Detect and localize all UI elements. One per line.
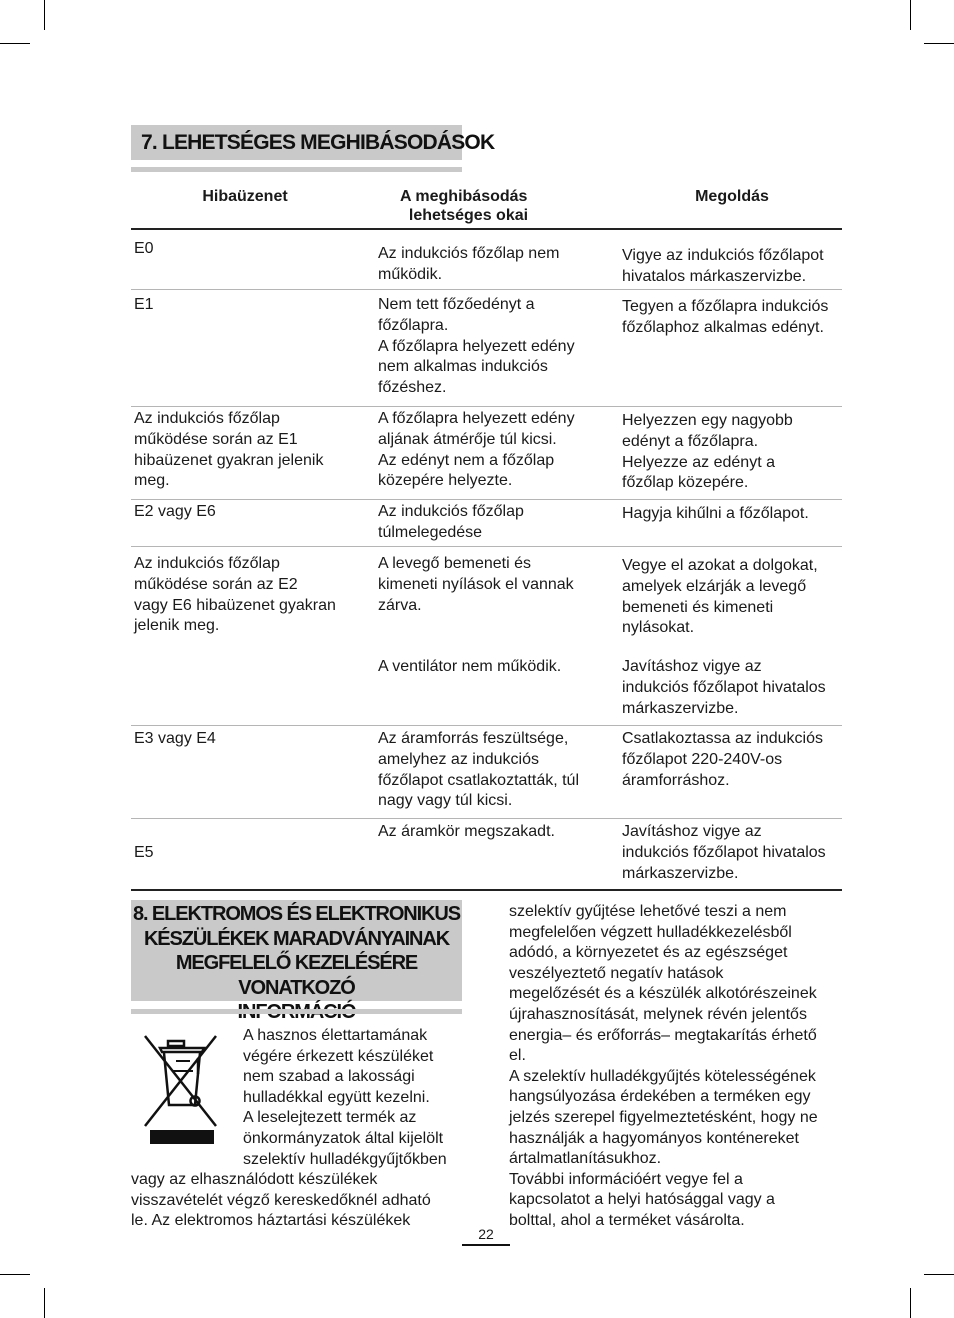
table-bottom-rule xyxy=(131,889,842,891)
row-e3-e4-code: E3 vagy E4 xyxy=(134,730,216,747)
crop-mark xyxy=(910,0,911,30)
row-e1-code: E1 xyxy=(134,296,154,313)
weee-text-full-width: vagy az elhasználódott készülékek visszavételét végző kereskedőknél adható le. Az elektromos háztartási készülékek xyxy=(131,1171,431,1230)
row-e2-e6-frequent-solution: Vegye el azokat a dolgokat, amelyek elzárják a levegő bemeneti és kimeneti nylásokat. xyxy=(622,557,818,637)
row-e3-e4-solution: Csatlakoztassa az indukciós főzőlapot 220-240V-os áramforráshoz. xyxy=(622,730,823,789)
page-number-rule xyxy=(462,1244,510,1246)
crop-mark xyxy=(44,0,45,30)
row-e1-solution: Tegyen a főzőlapra indukciós főzőlaphoz alkalmas edényt. xyxy=(622,298,829,336)
section-8-title-rule xyxy=(131,1009,462,1014)
row-divider xyxy=(131,406,842,407)
section-7-title: 7. LEHETSÉGES MEGHIBÁSODÁSOK xyxy=(131,125,462,160)
row-e1-cause: Nem tett főzőedényt a főzőlapra. A főzőlapra helyezett edény nem alkalmas indukciós főzéshez. xyxy=(378,296,575,397)
header-error-code: Hibaüzenet xyxy=(202,188,288,205)
row-e2-e6-frequent-code: Az indukciós főzőlap működése során az E2 vagy E6 hibaüzenet gyakran jelenik meg. xyxy=(134,555,336,635)
header-solution: Megoldás xyxy=(695,188,769,205)
row-e2-e6-frequent-solution-2: Javításhoz vigye az indukciós főzőlapot hivatalos márkaszervizbe. xyxy=(622,658,826,717)
row-e1-frequent-code: Az indukciós főzőlap működése során az E1 hibaüzenet gyakran jelenik meg. xyxy=(134,410,324,490)
crop-mark xyxy=(924,43,954,44)
row-divider xyxy=(131,289,842,290)
row-e2-e6-frequent-cause-2: A ventilátor nem működik. xyxy=(378,658,562,675)
row-e5-solution: Javításhoz vigye az indukciós főzőlapot hivatalos márkaszervizbe. xyxy=(622,823,826,882)
row-e5-code: E5 xyxy=(134,844,154,861)
row-e2-e6-cause: Az indukciós főzőlap túlmelegedése xyxy=(378,503,524,541)
weee-text-beside-icon: A hasznos élettartamának végére érkezett készüléket nem szabad a lakossági hulladékkal együtt kezelni. A leselejtezett termék az önkormányzatok által kijelölt szelektív hulladékgyűjtőkben xyxy=(243,1027,447,1168)
row-e5-cause: Az áramkör megszakadt. xyxy=(378,823,555,840)
row-e0-code: E0 xyxy=(134,240,154,257)
table-header-rule xyxy=(131,228,842,230)
weee-text-right-column: szelektív gyűjtése lehetővé teszi a nem megfelelően végzett hulladékkezelésből adódó, a környezetet és az egészséget veszélyeztető negatív hatások megelőzését és a készülék alkotórészeinek újrahasznosítását, melynek révén jelentős energia– és erőforrás– megtakarítás érhető el. A szelektív hulladékgyűjtés kötelességének hangsúlyozása érdekében a terméken egy jelzés szerepel figyelmeztetésként, hogy ne használják a hagyományos konténereket ártalmatlanításukhoz. További információért vegye fel a kapcsolatot a helyi hatósággal vagy a bolttal, ahol a terméket vásárolta. xyxy=(509,903,818,1229)
row-e1-frequent-cause: A főzőlapra helyezett edény aljának átmérője túl kicsi. Az edényt nem a főzőlap közepére helyezte. xyxy=(378,410,575,490)
row-divider xyxy=(131,546,842,547)
row-divider xyxy=(131,725,842,726)
row-e0-cause: Az indukciós főzőlap nem működik. xyxy=(378,245,560,283)
section-7-title-rule xyxy=(131,167,462,172)
row-e2-e6-frequent-cause: A levegő bemeneti és kimeneti nyílások el vannak zárva. xyxy=(378,555,574,614)
section-8-title: 8. ELEKTROMOS ÉS ELEKTRONIKUS KÉSZÜLÉKEK MARADVÁNYAINAK MEGFELELŐ KEZELÉSÉRE VONATKOZÓ xyxy=(131,900,462,1001)
header-possible-causes: A meghibásodás lehetséges okai xyxy=(400,188,529,224)
crop-mark xyxy=(0,43,30,44)
crop-mark xyxy=(924,1274,954,1275)
row-e3-e4-cause: Az áramforrás feszültsége, amelyhez az indukciós főzőlapot csatlakoztatták, túl nagy vagy túl kicsi. xyxy=(378,730,579,810)
row-divider xyxy=(131,499,842,500)
row-e2-e6-code: E2 vagy E6 xyxy=(134,503,216,520)
row-divider xyxy=(131,818,842,819)
crop-mark xyxy=(44,1288,45,1318)
crop-mark xyxy=(0,1274,30,1275)
crossed-out-wheelie-bin-icon xyxy=(140,1030,222,1146)
crop-mark xyxy=(910,1288,911,1318)
row-e0-solution: Vigye az indukciós főzőlapot hivatalos márkaszervizbe. xyxy=(622,247,824,285)
row-e1-frequent-solution: Helyezzen egy nagyobb edényt a főzőlapra. Helyezze az edényt a főzőlap közepére. xyxy=(622,412,793,492)
page-number: 22 xyxy=(478,1226,494,1242)
row-e2-e6-solution: Hagyja kihűlni a főzőlapot. xyxy=(622,505,809,522)
